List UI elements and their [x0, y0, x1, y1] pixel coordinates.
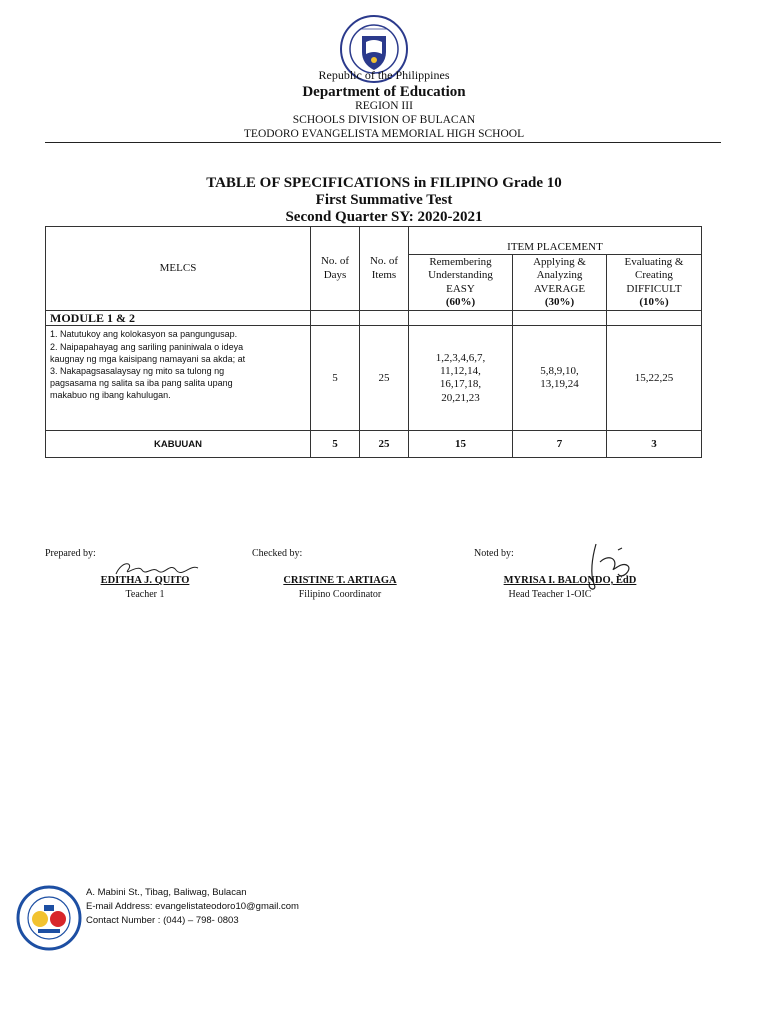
items-header: No. of Items	[360, 227, 409, 311]
checked-label: Checked by:	[252, 548, 303, 559]
division-line: SCHOOLS DIVISION OF BULACAN	[292, 114, 476, 126]
total-easy: 15	[409, 431, 513, 458]
noted-name: MYRISA I. BALONDO, EdD	[503, 575, 637, 586]
average-header: Applying & Analyzing AVERAGE (30%)	[513, 255, 607, 311]
prepared-role: Teacher 1	[125, 589, 165, 600]
module-label: MODULE 1 & 2	[46, 311, 311, 326]
region-line: REGION III	[355, 100, 413, 112]
specifications-table	[45, 226, 702, 458]
difficult-header: Evaluating & Creating DIFFICULT (10%)	[607, 255, 702, 311]
checked-name: CRISTINE T. ARTIAGA	[283, 575, 397, 586]
melcs-header: MELCS	[46, 227, 311, 311]
school-line: TEODORO EVANGELISTA MEMORIAL HIGH SCHOOL	[243, 128, 525, 140]
test-title: First Summative Test	[315, 192, 453, 208]
noted-label: Noted by:	[474, 548, 514, 559]
total-label: KABUUAN	[46, 431, 311, 458]
school-seal-logo	[14, 885, 84, 951]
quarter-title: Second Quarter SY: 2020-2021	[285, 209, 483, 225]
footer-address: A. Mabini St., Tibag, Baliwag, Bulacan	[86, 887, 247, 898]
total-difficult: 3	[607, 431, 702, 458]
tos-title: TABLE OF SPECIFICATIONS in FILIPINO Grade 10	[206, 175, 562, 191]
prepared-name: EDITHA J. QUITO	[100, 575, 190, 586]
item-placement-header: ITEM PLACEMENT	[409, 227, 702, 255]
easy-items: 1,2,3,4,6,7, 11,12,14, 16,17,18, 20,21,23	[409, 326, 513, 431]
days-header: No. of Days	[311, 227, 360, 311]
republic-line: Republic of the Philippines	[318, 68, 450, 82]
difficult-items: 15,22,25	[607, 326, 702, 431]
total-average: 7	[513, 431, 607, 458]
noted-role: Head Teacher 1-OIC	[508, 589, 592, 600]
checked-role: Filipino Coordinator	[298, 589, 382, 600]
total-days: 5	[311, 431, 360, 458]
footer-email: E-mail Address: evangelistateodoro10@gmail.com	[86, 901, 299, 912]
row-days: 5	[311, 326, 360, 431]
melcs-competencies: 1. Natutukoy ang kolokasyon sa pangungusap. 2. Naipapahayag ang sariling paniniwala o ideya kaugnay ng mga kaisipang namayani sa akda; at 3. Nakapagsasalaysay ng mito sa tulong ng pagsasama ng salita sa iba pang salita upang makabuo ng ibang kahulugan.	[46, 326, 311, 431]
header-divider	[45, 142, 721, 143]
department-line: Department of Education	[302, 84, 466, 100]
total-items: 25	[360, 431, 409, 458]
easy-header: Remembering Understanding EASY (60%)	[409, 255, 513, 311]
prepared-label: Prepared by:	[45, 548, 96, 559]
footer-contact: Contact Number : (044) – 798- 0803	[86, 915, 239, 926]
average-items: 5,8,9,10, 13,19,24	[513, 326, 607, 431]
row-items: 25	[360, 326, 409, 431]
